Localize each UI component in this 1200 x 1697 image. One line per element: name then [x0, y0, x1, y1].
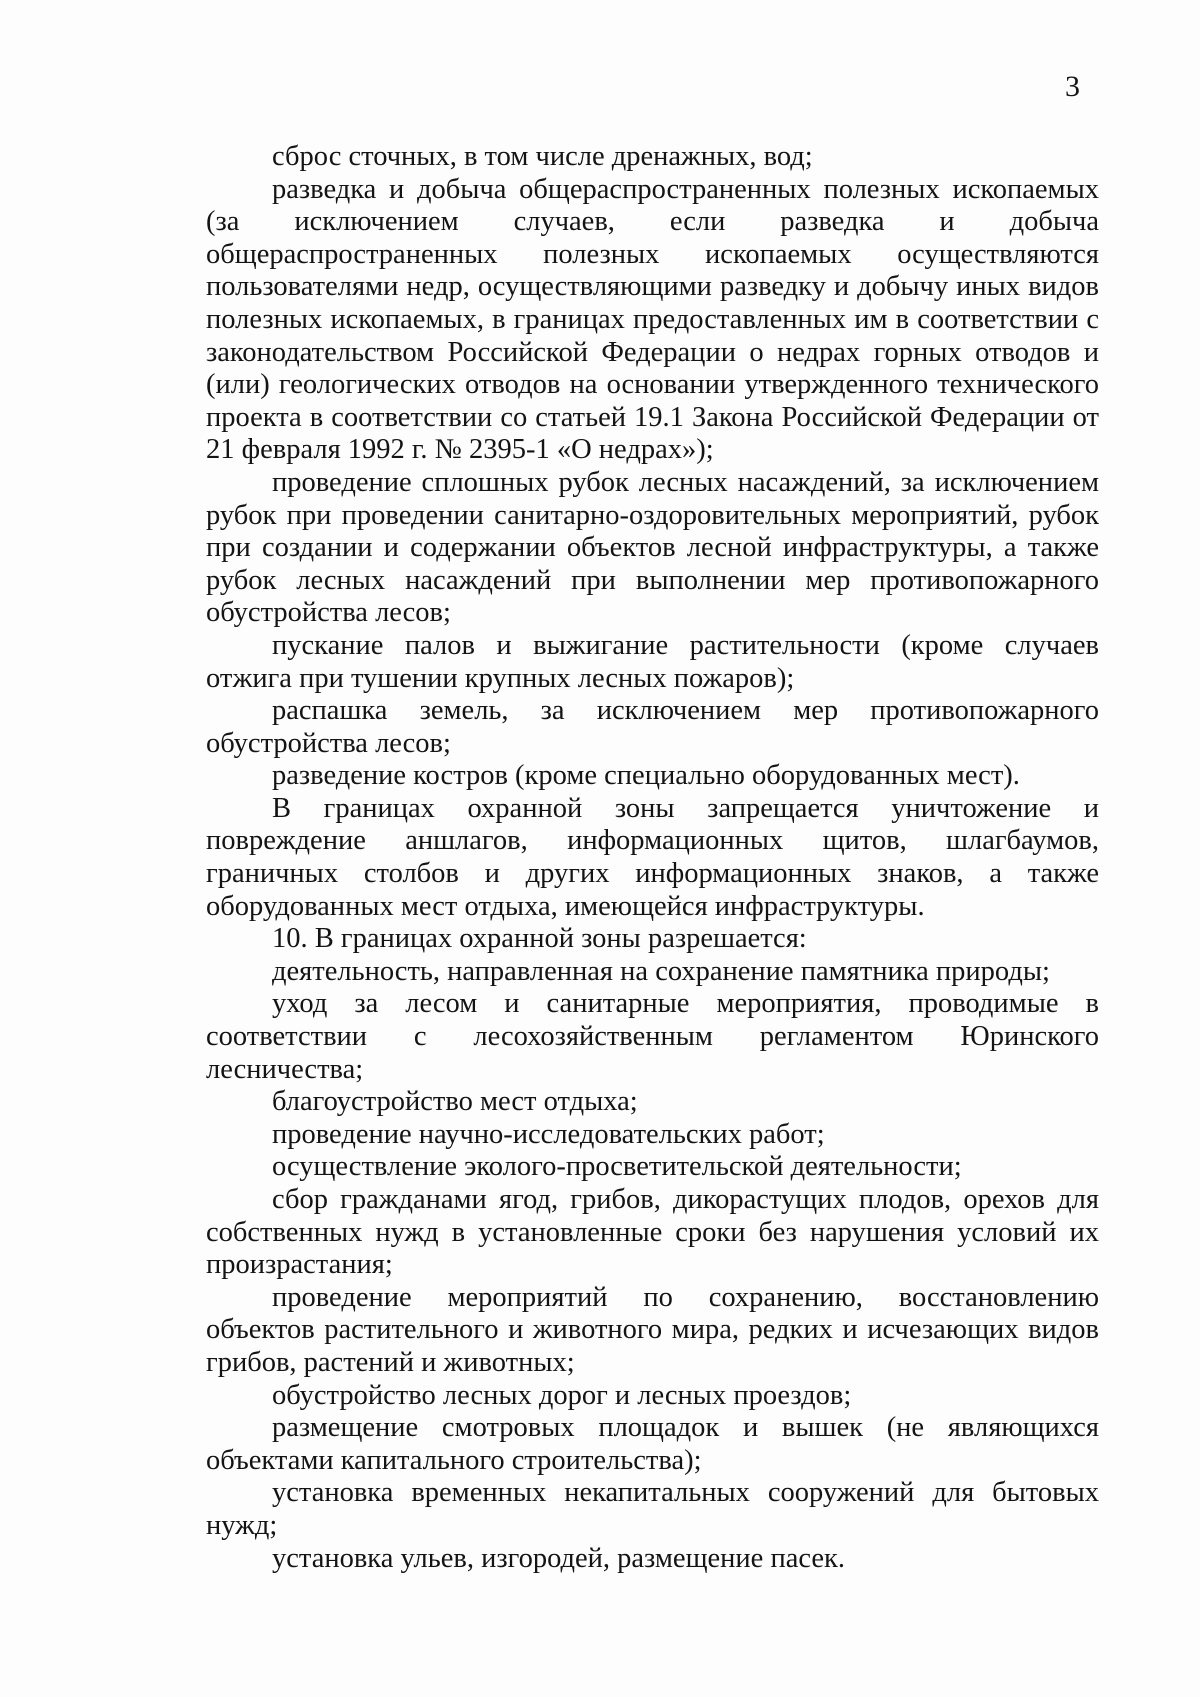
document-body [206, 141, 1099, 1575]
paragraph-observation-platforms: размещение смотровых площадок и вышек (не являющихся объектами капитального строительства); [206, 1412, 1099, 1476]
paragraph-forest-care: уход за лесом и санитарные мероприятия, проводимые в соответствии с лесохозяйственным регламентом Юринского лесничества; [206, 988, 1099, 1085]
paragraph-plowing: распашка земель, за исключением мер противопожарного обустройства лесов; [206, 695, 1099, 759]
paragraph-burning: пускание палов и выжигание растительности (кроме случаев отжига при тушении крупных лесных пожаров); [206, 629, 1099, 694]
page-number: 3 [1065, 70, 1080, 103]
paragraph-wildlife-restoration: проведение мероприятий по сохранению, восстановлению объектов растительного и животного мира, редких и исчезающих видов грибов, растений и животных; [206, 1281, 1099, 1378]
paragraph-forest-roads: обустройство лесных дорог и лесных проездов; [272, 1379, 852, 1411]
paragraph-campfires: разведение костров (кроме специально оборудованных мест). [272, 760, 1020, 792]
paragraph-preservation-activity: деятельность, направленная на сохранение памятника природы; [272, 955, 1050, 987]
paragraph-landscaping: благоустройство мест отдыха; [272, 1086, 638, 1118]
paragraph-beehives: установка ульев, изгородей, размещение пасек. [272, 1542, 845, 1574]
paragraph-mineral-exploration: разведка и добыча общераспространенных полезных ископаемых (за исключением случаев, если разведка и добыча общераспространенных полезных ископаемых осуществляются пользователями недр, осуществляющими разведку и добычу иных видов полезных ископаемых, в границах предоставленных им в соответствии с законодательством Российской Федерации о недрах горных отводов и (или) геологических отводов на основании утвержденного технического проекта в соответствии со статьей 19.1 Закона Российской Федерации от 21 февраля 1992 г. № 2395-1 «О недрах»); [206, 173, 1099, 466]
paragraph-wastewater-discharge: сброс сточных, в том числе дренажных, вод; [272, 141, 813, 172]
paragraph-clear-cutting: проведение сплошных рубок лесных насаждений, за исключением рубок при проведении санитарно-оздоровительных мероприятий, рубок при создании и содержании объектов лесной инфраструктуры, а также рубок лесных насаждений при выполнении мер противопожарного обустройства лесов; [206, 466, 1099, 629]
paragraph-eco-education: осуществление эколого-просветительской деятельности; [272, 1151, 962, 1183]
paragraph-research: проведение научно-исследовательских работ; [272, 1118, 825, 1150]
paragraph-section-10-heading: 10. В границах охранной зоны разрешается: [272, 923, 807, 955]
paragraph-gathering: сбор гражданами ягод, грибов, дикорастущих плодов, орехов для собственных нужд в установленные сроки без нарушения условий их произрастания; [206, 1184, 1099, 1281]
paragraph-temporary-structures: установка временных некапитальных сооружений для бытовых нужд; [206, 1477, 1099, 1541]
paragraph-prohibited-damage: В границах охранной зоны запрещается уничтожение и повреждение аншлагов, информационных щитов, шлагбаумов, граничных столбов и других информационных знаков, а также оборудованных мест отдыха, имеющейся инфраструктуры. [206, 792, 1099, 922]
